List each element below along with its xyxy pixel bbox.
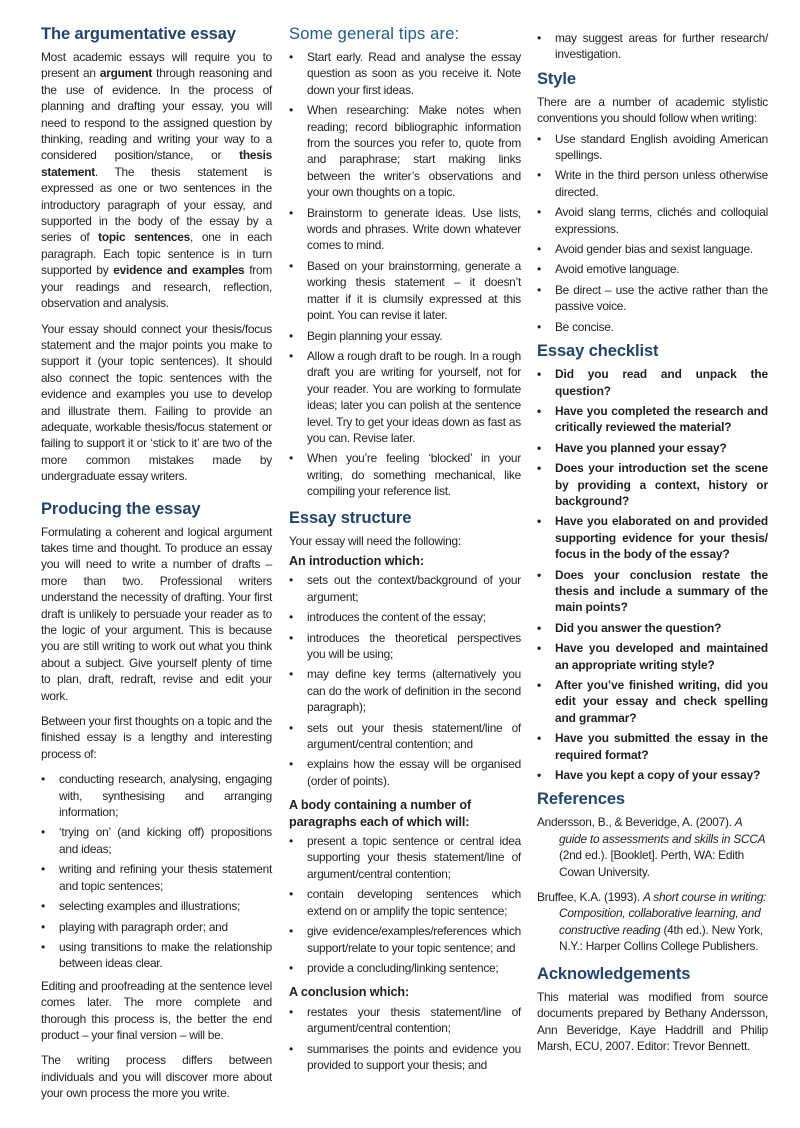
list-item: • Use standard English avoiding American spellings. — [537, 131, 768, 164]
list-item: • may define key terms (alternatively you can do the work of definition in the second paragraph); — [289, 666, 521, 715]
bold-term: topic sentences — [98, 230, 191, 245]
list-item: • selecting examples and illustrations; — [41, 898, 272, 914]
list-item: • When you’re feeling ‘blocked’ in your writing, do something mechanical, like compiling your reference list. — [289, 450, 521, 499]
list-item: • Avoid emotive language. — [537, 261, 768, 277]
list-item: • Does your introduction set the scene by providing a context, history or background? — [537, 460, 768, 509]
list-item: • Based on your brainstorming, generate a working thesis statement – it doesn’t matter if it is clumsily expressed at this point. You can revise it later. — [289, 258, 521, 324]
bold-term: evidence and examples — [113, 263, 245, 278]
column-right — [537, 30, 768, 1063]
list-item: • Avoid slang terms, clichés and colloquial expressions. — [537, 204, 768, 237]
text-run: from your readings and research, reflection, observation and analysis. — [41, 263, 272, 311]
list-item: • Have you planned your essay? — [537, 440, 768, 456]
argumentative-essay-heading: The argumentative essay — [41, 25, 236, 43]
column-middle — [289, 24, 521, 1079]
list-item: • introduces the theoretical perspectives you will be using; — [289, 630, 521, 663]
text-run: . The thesis statement is expressed as one or two sentences in the introductory paragraph of your essay, and supported in the body of the essay by a series of — [41, 164, 272, 245]
list-item: • summarises the points and evidence you provided to support your thesis; and — [289, 1041, 521, 1074]
style-intro: There are a number of academic stylistic conventions you should follow when writing: — [537, 94, 768, 126]
reference-item — [537, 889, 768, 955]
argumentative-essay-paragraph — [41, 49, 272, 312]
style-list — [537, 131, 768, 335]
conclusion-list — [289, 1004, 521, 1074]
list-item: • give evidence/examples/references which support/relate to your topic sentence; and — [289, 923, 521, 956]
list-item: • When researching: Make notes when reading; record bibliographic information from the sources you refer to, quote from and paraphrase; start making links between the writer’s observations and your own thoughts on a topic. — [289, 102, 521, 200]
text-run: through reasoning and the use of evidence. In the process of planning and drafting your essay, you will need to respond to the assigned question by thinking, reading and writing your way to a considered position/stance, or — [41, 66, 272, 163]
structure-intro: Your essay will need the following: — [289, 533, 461, 548]
editing-paragraph: Editing and proofreading at the sentence level comes later. The more complete and thorough this process is, the better the end product – your final version – will be. — [41, 978, 272, 1042]
reference-item — [537, 814, 768, 880]
essay-structure-heading: Essay structure — [289, 508, 412, 527]
introduction-heading: An introduction which: — [289, 553, 424, 568]
list-item: • Have you kept a copy of your essay? — [537, 767, 768, 783]
list-item: • introduces the content of the essay; — [289, 609, 521, 625]
column-left — [41, 24, 272, 1111]
list-item: • Begin planning your essay. — [289, 328, 521, 344]
list-item: • Allow a rough draft to be rough. In a rough draft you are writing for yourself, not for your reader. You are working to formulate ideas; later you can polish at the sentence level. Try to get your ideas down as fast as you can. Revise later. — [289, 348, 521, 446]
list-item: • Avoid gender bias and sexist language. — [537, 241, 768, 257]
tips-list — [289, 49, 521, 500]
list-item: • playing with paragraph order; and — [41, 919, 272, 935]
acknowledgements-text: This material was modified from source documents prepared by Bethany Andersson, Ann Beveridge, Kaye Haddrill and Philip Marsh, ECU, 2007. Editor: Trevor Bennett. — [537, 989, 768, 1053]
writing-process-paragraph: The writing process differs between individuals and you will discover more about your own process the more you write. — [41, 1053, 272, 1101]
body-heading: A body containing a number of paragraphs each of which will: — [289, 798, 472, 829]
list-item: • present a topic sentence or central idea supporting your thesis statement/line of argument/central contention; — [289, 833, 521, 882]
thesis-connection-paragraph: Your essay should connect your thesis/focus statement and the major points you make to support it (your topic sentences). It should also connect the topic sentences with the evidence and examples you use to develop and illustrate them. Failing to provide an adequate, workable thesis/focus statement or failing to support it or ‘stick to it’ are two of the more common mistakes made by undergraduate essay writers. — [41, 321, 272, 484]
general-tips-heading: Some general tips are: — [289, 25, 460, 43]
list-item: • explains how the essay will be organised (order of points). — [289, 756, 521, 789]
list-item: • Have you completed the research and critically reviewed the material? — [537, 403, 768, 436]
producing-essay-heading: Producing the essay — [41, 499, 201, 518]
text-run: , one in each paragraph. Each topic sentence is in turn supported by — [41, 230, 272, 278]
conclusion-heading: A conclusion which: — [289, 985, 410, 1000]
list-item: • Does your conclusion restate the thesis and include a summary of the main points? — [537, 567, 768, 616]
process-intro-paragraph: Between your first thoughts on a topic and the finished essay is a lengthy and interesting process of: — [41, 714, 272, 761]
bold-term: thesis statement — [41, 148, 272, 179]
list-item: • Brainstorm to generate ideas. Use lists, words and phrases. Write down whatever comes to mind. — [289, 205, 521, 254]
list-item: • Have you submitted the essay in the required format? — [537, 730, 768, 763]
acknowledgements-heading: Acknowledgements — [537, 964, 691, 983]
body-list — [289, 833, 521, 976]
process-list — [41, 771, 272, 971]
list-item: • sets out the context/background of your argument; — [289, 572, 521, 605]
drafting-paragraph: Formulating a coherent and logical argument takes time and thought. To produce an essay you will need to write a number of drafts – more than two. Professional writers understand the necessity of drafting. Your first draft is unlikely to persuade your reader as to the logic of your argument. This is because you are still writing to work out what you think about a subject. Give yourself plenty of time to plan, draft, redraft, revise and edit your work. — [41, 524, 272, 703]
essay-checklist — [537, 366, 768, 783]
text-run: (4th ed.). New York, N.Y.: Harper Collins College Publishers. — [559, 922, 763, 954]
text-run: Andersson, B., & Beveridge, A. (2007). — [537, 815, 735, 830]
introduction-list — [289, 572, 521, 789]
list-item: • conducting research, analysing, engaging with, synthesising and arranging information; — [41, 771, 272, 820]
text-run: Most academic essays will require you to present an — [41, 50, 272, 81]
list-item: • Have you developed and maintained an appropriate writing style? — [537, 640, 768, 673]
list-item: • contain developing sentences which extend on or amplify the topic sentence; — [289, 886, 521, 919]
list-item: • sets out your thesis statement/line of argument/central contention; and — [289, 720, 521, 753]
list-item: • Be direct – use the active rather than the passive voice. — [537, 282, 768, 315]
list-item: • Write in the third person unless otherwise directed. — [537, 167, 768, 200]
essay-checklist-heading: Essay checklist — [537, 342, 659, 361]
list-item: • restates your thesis statement/line of argument/central contention; — [289, 1004, 521, 1037]
italic-title: A guide to assessments and skills in SCCA — [559, 815, 766, 846]
list-item: • may suggest areas for further research/ investigation. — [537, 30, 768, 63]
list-item: • Did you answer the question? — [537, 620, 768, 636]
bold-term: argument — [99, 66, 153, 81]
list-item: • After you’ve finished writing, did you edit your essay and check spelling and grammar? — [537, 677, 768, 726]
list-item: • Have you elaborated on and provided supporting evidence for your thesis/ focus in the body of the essay? — [537, 513, 768, 562]
text-run: Bruffee, K.A. (1993). — [537, 890, 643, 905]
list-item: • Did you read and unpack the question? — [537, 366, 768, 399]
references-heading: References — [537, 790, 625, 809]
list-item: • ‘trying on’ (and kicking off) propositions and ideas; — [41, 824, 272, 857]
text-run: (2nd ed.). [Booklet]. Perth, WA: Edith Cowan University. — [559, 848, 745, 879]
list-item: • provide a concluding/linking sentence; — [289, 960, 521, 976]
list-item: • writing and refining your thesis statement and topic sentences; — [41, 861, 272, 894]
list-item: • using transitions to make the relationship between ideas clear. — [41, 939, 272, 972]
italic-title: A short course in writing: Composition, collaborative learning, and constructive reading — [559, 890, 767, 937]
list-item: • Be concise. — [537, 319, 768, 335]
conclusion-list-continued — [537, 30, 768, 63]
style-heading: Style — [537, 69, 576, 88]
list-item: • Start early. Read and analyse the essay question as soon as you receive it. Note down your first ideas. — [289, 49, 521, 98]
